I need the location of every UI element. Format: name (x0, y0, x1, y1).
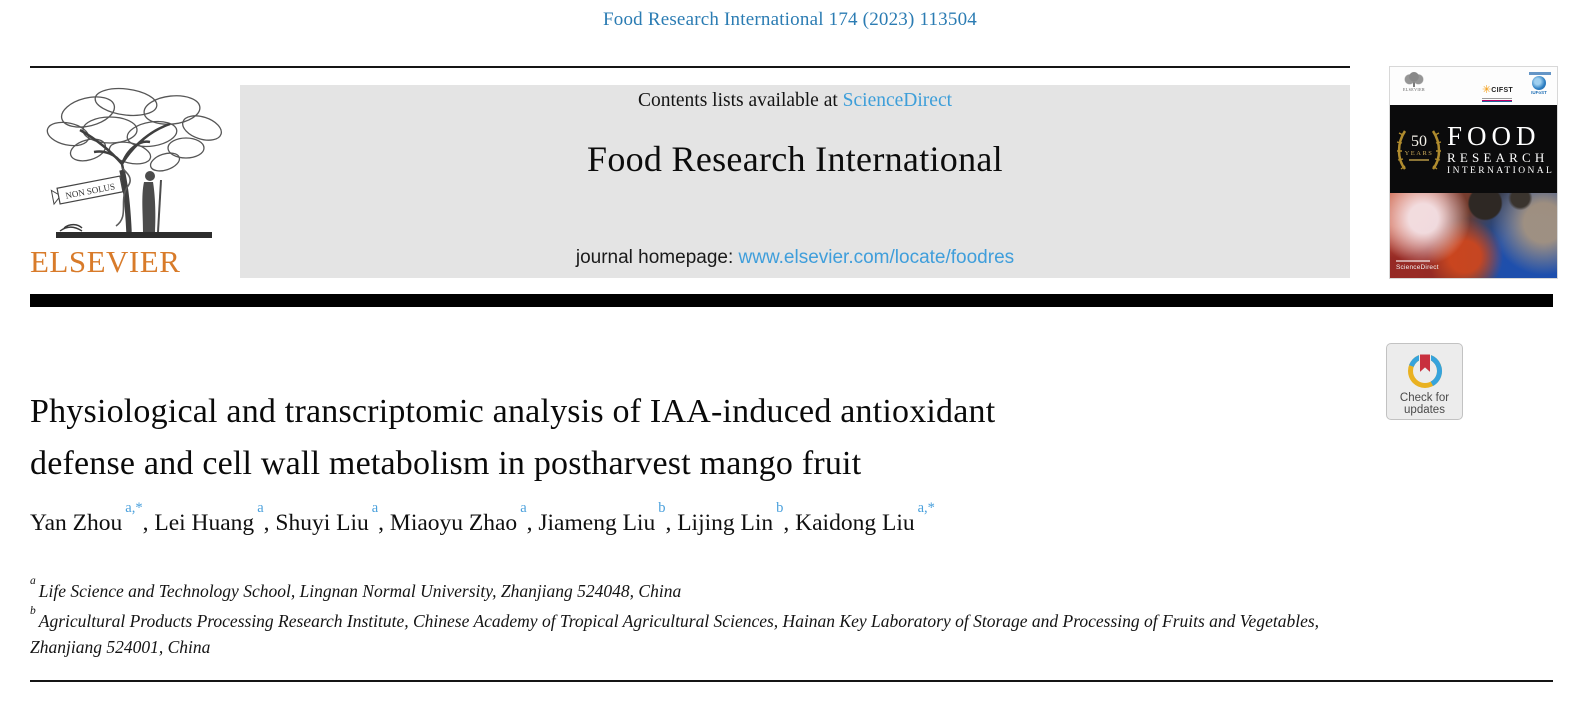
sciencedirect-link[interactable]: ScienceDirect (842, 90, 953, 111)
cover-top-band (1390, 67, 1557, 105)
cover-title-line1: FOOD (1447, 120, 1541, 151)
author-affil-mark: a (371, 500, 379, 516)
author-affil-mark: a (257, 500, 264, 516)
homepage-prefix: journal homepage: (575, 247, 739, 268)
cover-elsevier-label: ELSEVIER (1402, 87, 1426, 92)
homepage-line (240, 247, 1350, 269)
cover-sciencedirect-label: ScienceDirect (1396, 260, 1439, 271)
anniversary-smalltext (1409, 159, 1429, 161)
cifst-star-icon: ✳ (1482, 84, 1492, 96)
bottom-rule (30, 680, 1553, 682)
iufost-label: IUFoST (1531, 90, 1547, 95)
publisher-motto: NON SOLUS (64, 181, 116, 201)
affiliation-mark: b (30, 604, 36, 617)
article-title (30, 386, 1320, 490)
author-affil-mark: a (520, 500, 527, 516)
author: Shuyi Liu$^a$ (275, 500, 379, 536)
author: Miaoyu Zhao$^a$ (389, 500, 527, 536)
iufost-globe-icon (1532, 76, 1546, 90)
journal-masthead-box (240, 85, 1350, 278)
homepage-link[interactable]: www.elsevier.com/locate/foodres (738, 247, 1015, 268)
cover-iufost-logo (1526, 76, 1552, 95)
author-separator: , (526, 509, 539, 536)
anniversary-label: YEARS (1404, 150, 1434, 157)
author-list (30, 500, 1430, 537)
cifst-label: CIFST (1491, 87, 1513, 94)
affiliation-a: $^a$ Life Science and Technology School, Lingnan Normal University, Zhanjiang 524048, China (30, 575, 682, 601)
contents-line (240, 90, 1350, 112)
cover-title-line2: RESEARCH (1447, 149, 1549, 165)
article-title-line1: Physiological and transcriptomic analysis of IAA-induced antioxidant (30, 393, 996, 430)
citation-header: Food Research International 174 (2023) 113504 (603, 9, 977, 30)
cover-cifst-logo (1482, 79, 1513, 102)
bookmark-icon (1419, 354, 1430, 373)
elsevier-wordmark: ELSEVIER (30, 244, 181, 279)
check-for-updates-badge[interactable] (1386, 343, 1463, 420)
elsevier-tree-icon (30, 84, 236, 244)
masthead-divider-rule (30, 294, 1553, 307)
author-affil-mark: b (776, 500, 784, 516)
affiliation-mark: a (30, 575, 36, 587)
elsevier-logo (30, 84, 236, 280)
author-affil-mark: a,* (125, 500, 143, 516)
cover-title-line3: INTERNATIONAL (1447, 165, 1555, 176)
author-separator: , (263, 509, 276, 536)
journal-cover-thumbnail (1390, 67, 1557, 278)
author: Lei Huang$^a$ (154, 500, 264, 536)
top-rule (30, 66, 1350, 68)
cover-journal-title (1447, 122, 1554, 177)
journal-title: Food Research International (587, 139, 1003, 179)
author: Jiameng Liu$^b$ (538, 500, 666, 536)
affiliation-list (30, 574, 1368, 660)
article-title-line2: defense and cell wall metabolism in postharvest mango fruit (30, 445, 862, 482)
crossmark-icon (1404, 349, 1446, 391)
elsevier-tree-mini-icon (1403, 70, 1425, 87)
affiliation-b: $^b$ Agricultural Products Processing Research Institute, Chinese Academy of Tropical Agricultural Sciences, Hainan Key Laboratory of Storage and Processing of Fruits and Vegetables, Zhanjiang 524001, China (30, 604, 1320, 657)
author-affil-mark: a,* (917, 500, 935, 516)
author-separator: , (142, 509, 155, 536)
non-solus-figure (142, 171, 155, 232)
author: Yan Zhou$^{a,*}$ (30, 500, 143, 536)
cifst-text-bars (1482, 98, 1512, 102)
check-updates-label: Check for updates (1399, 392, 1450, 416)
author: Kaidong Liu$^{a,*}$ (795, 500, 935, 536)
anniversary-number: 50 (1411, 133, 1427, 150)
author-separator: , (783, 509, 796, 536)
non-solus-banner (51, 176, 123, 205)
anniversary-badge (1393, 121, 1445, 177)
author-affil-mark: b (658, 500, 666, 516)
cover-title-band (1390, 105, 1557, 193)
contents-prefix: Contents lists available at (637, 90, 843, 111)
author-separator: , (378, 509, 390, 536)
cover-photo (1390, 193, 1557, 278)
author: Lijing Lin$^b$ (677, 500, 784, 536)
cover-issn-line (1529, 72, 1551, 75)
cover-elsevier-mini-logo (1397, 70, 1431, 92)
author-separator: , (665, 509, 678, 536)
